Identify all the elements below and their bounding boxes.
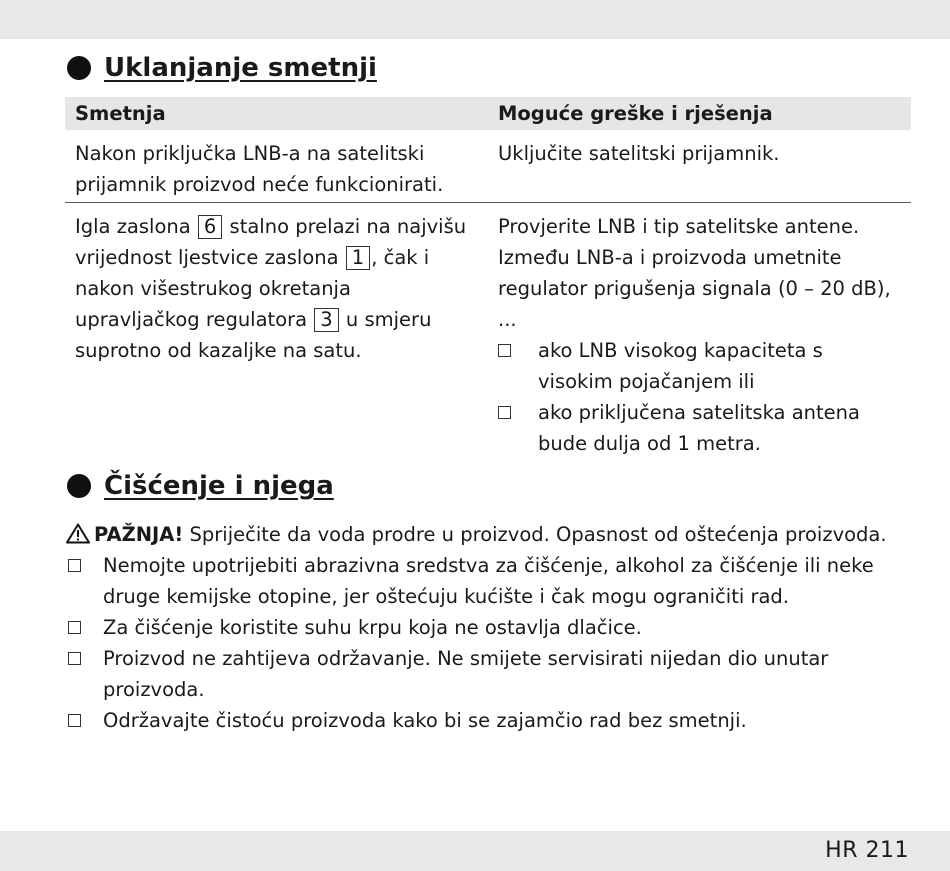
checkbox-square-icon (498, 406, 511, 419)
list-item: ako priključena satelitska antena bude dulja od 1 metra. (498, 397, 903, 459)
table-header (65, 97, 911, 130)
checkbox-square-icon (68, 621, 81, 634)
list-item: Održavajte čistoću proizvoda kako bi se zajamčio rad bez smetnji. (66, 705, 926, 736)
warning-label: PAŽNJA! (94, 523, 184, 546)
section-heading-troubleshooting (67, 53, 377, 83)
bullet-icon (67, 474, 91, 498)
table-cell-problem-2: Igla zaslona 6 stalno prelazi na najvišu vrijednost ljestvice zaslona 1 , čak i nakon višestrukog okretanja upravljačkog regulatora 3 u smjeru suprotno od kazaljke na satu. (75, 215, 467, 362)
reference-number-box: 3 (314, 308, 338, 332)
solution-intro: Provjerite LNB i tip satelitske antene. Između LNB-a i proizvoda umetnite regulator prigušenja signala (0 – 20 dB), ... (498, 215, 891, 331)
list-item: Proizvod ne zahtijeva održavanje. Ne smijete servisirati nijedan dio unutar proizvoda. (66, 643, 926, 705)
column-header-problem: Smetnja (75, 102, 166, 125)
solution-list (498, 335, 903, 459)
table-cell-problem-1: Nakon priključka LNB-a na satelitski prijamnik proizvod neće funkcionirati. (75, 142, 444, 196)
section-heading-cleaning (67, 471, 334, 501)
table-row-divider (65, 202, 911, 203)
list-item: Za čišćenje koristite suhu krpu koja ne ostavlja dlačice. (66, 612, 926, 643)
warning-line (66, 519, 887, 553)
reference-number-box: 6 (198, 215, 222, 239)
list-item: ako LNB visokog kapaciteta s visokim pojačanjem ili (498, 335, 903, 397)
cleaning-list (66, 550, 926, 736)
section-title: Čišćenje i njega (104, 471, 334, 501)
warning-triangle-icon (66, 522, 90, 553)
bullet-icon (67, 56, 91, 80)
warning-text: Spriječite da voda prodre u proizvod. Opasnost od oštećenja proizvoda. (189, 523, 887, 546)
checkbox-square-icon (498, 344, 511, 357)
footer-band (0, 831, 950, 871)
table-cell-solution-1: Uključite satelitski prijamnik. (498, 142, 780, 165)
table-cell-solution-2 (498, 211, 903, 459)
column-header-solution: Moguće greške i rješenja (498, 102, 773, 125)
top-band (0, 0, 950, 39)
cleaning-list-container (66, 550, 926, 736)
checkbox-square-icon (68, 559, 81, 572)
reference-number-box: 1 (346, 246, 370, 270)
checkbox-square-icon (68, 714, 81, 727)
checkbox-square-icon (68, 652, 81, 665)
list-item: Nemojte upotrijebiti abrazivna sredstva za čišćenje, alkohol za čišćenje ili neke druge kemijske otopine, jer oštećuju kućište i čak mogu ograničiti rad. (66, 550, 926, 612)
page-number: HR 211 (825, 838, 909, 863)
section-title: Uklanjanje smetnji (104, 53, 377, 83)
